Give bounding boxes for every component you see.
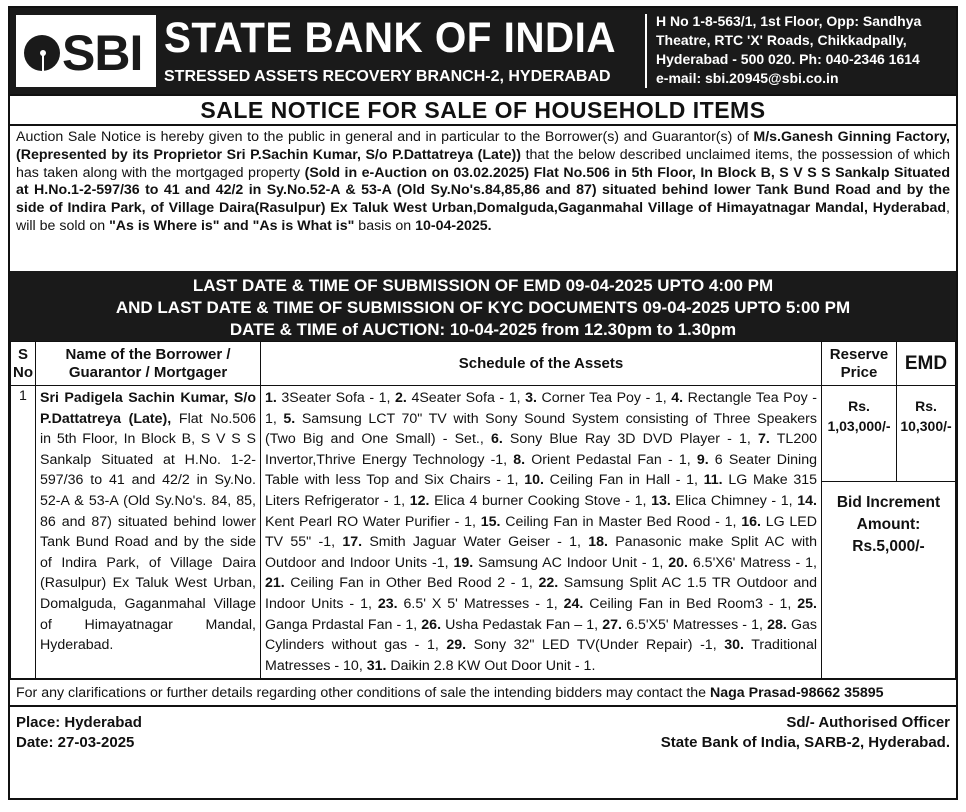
item-number: 10. <box>524 472 544 489</box>
item-number: 4. <box>671 390 684 406</box>
item-number: 13. <box>651 492 671 509</box>
notice-title: SALE NOTICE FOR SALE OF HOUSEHOLD ITEMS <box>10 94 956 126</box>
item-number: 3. <box>525 390 537 406</box>
item-text: Usha Pedastak Fan – 1, <box>441 616 603 633</box>
item-text: Orient Pedastal Fan - 1, <box>525 451 697 468</box>
header <box>10 8 956 94</box>
item-text: 6.5' X 5' Matresses - 1, <box>397 595 564 612</box>
item-text: 6.5'X6' Matress - 1, <box>687 554 817 571</box>
logo-text: SBI <box>62 25 143 81</box>
sale-notice <box>8 6 958 800</box>
item-number: 7. <box>758 431 770 448</box>
item-text: Traditional Matresses - 10, <box>265 637 817 674</box>
item-text: Rectangle Tea Poy - 1, <box>265 390 817 427</box>
intro-text: , will be sold on <box>16 200 950 234</box>
bid-increment: Bid Increment Amount: Rs.5,000/- <box>822 482 956 679</box>
date: Date: 27-03-2025 <box>16 734 135 752</box>
emd-amount: Rs. 10,300/- <box>897 386 956 482</box>
item-number: 12. <box>409 492 430 509</box>
item-number: 16. <box>741 513 761 530</box>
emd-deadline: LAST DATE & TIME OF SUBMISSION OF EMD 09-04-2025 UPTO 4:00 PM <box>192 276 774 295</box>
item-text: Ganga Prdastal Fan - 1, <box>265 616 422 633</box>
item-number: 25. <box>797 595 817 612</box>
item-text: Panasonic make Split AC with Outdoor and Indoor Units -1, <box>265 534 817 571</box>
contact-text: For any clarifications or further details regarding other conditions of sale the intending bidders may contact the <box>16 685 710 702</box>
item-text: Ceiling Fan in Other Bed Rood 2 - 1, <box>284 575 539 592</box>
item-text: Ceiling Fan in Master Bed Rood - 1, <box>500 513 742 530</box>
header-name: Name of the Borrower / Guarantor / Mortgager <box>36 342 261 386</box>
table-row <box>11 386 956 482</box>
signatory: Sd/- Authorised Officer <box>786 714 950 732</box>
email-line: e-mail: sbi.20945@sbi.co.in <box>656 70 839 86</box>
footer-right <box>661 713 950 753</box>
item-number: 26. <box>421 616 442 633</box>
intro-date: 10-04-2025. <box>415 217 492 234</box>
borrower-name: Sri Padigela Sachin Kumar, S/o P.Dattatreya (Late), <box>40 390 256 427</box>
item-number: 17. <box>342 534 363 551</box>
item-text: LG Make 315 Liters Refrigerator - 1, <box>265 472 818 509</box>
item-text: Samsung LCT 70" TV with Sony Sound System consisting of Three Speakers (Two Big and One Small) - Set., <box>265 410 817 448</box>
sbi-keyhole-icon <box>24 35 60 71</box>
footer <box>10 705 956 763</box>
contact-person: Naga Prasad-98662 35895 <box>710 685 884 702</box>
item-text: 6.5'X5' Matresses - 1, <box>621 616 768 633</box>
item-text: Ceiling Fan in Bed Room3 - 1, <box>583 595 798 612</box>
item-text: 6 Seater Dining Table with less Top and Six Chairs - 1, <box>265 451 817 489</box>
item-text: Smith Jaguar Water Geiser - 1, <box>362 534 589 551</box>
item-text: Corner Tea Poy - 1, <box>536 390 672 406</box>
item-text: 4Seater Sofa - 1, <box>406 390 526 406</box>
item-text: Gas Cylinders without gas - 1, <box>265 616 817 654</box>
branch-address <box>656 12 956 88</box>
reserve-price: Rs. 1,03,000/- <box>822 386 897 482</box>
intro-text: Auction Sale Notice is hereby given to the public in general and in particular to the Borrower(s) and Guarantor(s) of <box>16 129 754 145</box>
item-text: Samsung Split AC 1.5 TR Outdoor and Indoor Units - 1, <box>265 575 817 612</box>
row-schedule <box>261 386 822 679</box>
item-text: Samsung AC Indoor Unit - 1, <box>473 554 669 571</box>
item-text: Elica 4 burner Cooking Stove - 1, <box>429 492 652 509</box>
place: Place: Hyderabad <box>16 714 142 732</box>
intro-basis: "As is Where is" and "As is What is" <box>109 217 355 234</box>
item-number: 15. <box>480 513 501 530</box>
address-line: Theatre, RTC 'X' Roads, Chikkadpally, <box>656 32 907 48</box>
kyc-deadline: AND LAST DATE & TIME OF SUBMISSION OF KYC DOCUMENTS 09-04-2025 UPTO 5:00 PM <box>115 298 851 317</box>
item-text: 3Seater Sofa - 1, <box>276 390 396 406</box>
borrower-property: Flat No.506 in 5th Floor, In Block B, S V S S Sankalp Situated at H.No. 1-2-597/36 to 41 and 42/2 in Sy.No. 52-A & 53-A (Old Sy.No's. 84, 85, 86 and 87) situated behind lower Tank Bund Road and by the side of Indira Park, of Village Daira (Rasulpur) Ex Taluk West Urban, Domalguda, Gaganmahal Village of Himayatnagar Mandal, Hyderabad. <box>40 410 256 654</box>
bank-name: STATE BANK OF INDIA <box>164 14 617 62</box>
item-number: 30. <box>724 637 744 654</box>
item-number: 31. <box>366 657 387 674</box>
footer-left <box>16 713 142 753</box>
item-number: 8. <box>513 451 526 468</box>
assets-table <box>10 341 956 679</box>
intro-text: basis on <box>354 217 416 234</box>
item-number: 19. <box>453 554 474 571</box>
item-number: 6. <box>490 431 503 448</box>
item-number: 14. <box>797 492 817 509</box>
item-text: Daikin 2.8 KW Out Door Unit - 1. <box>386 657 596 674</box>
header-divider <box>645 14 647 88</box>
item-number: 27. <box>602 616 622 633</box>
branch-name: STRESSED ASSETS RECOVERY BRANCH-2, HYDERABAD <box>164 68 611 85</box>
item-text: Kent Pearl RO Water Purifier - 1, <box>265 513 481 530</box>
auction-datetime: DATE & TIME of AUCTION: 10-04-2025 from 12.30pm to 1.30pm <box>229 320 737 339</box>
item-text: Sony 32" LED TV(Under Repair) -1, <box>466 637 725 654</box>
intro-property: (Sold in e-Auction on 03.02.2025) Flat No.506 in 5th Floor, In Block B, S V S S Sankalp Situated at H.No.1-2-597/36 to 41 and 42/2 in Sy.No.52-A & 53-A (Old Sy.No's.84,85,86 and 87) situated behind lower Tank Bund Road and by the side of Indira Park, of Village Daira(Rasulpur) Ex Taluk West Urban,Domalguda,Gaganmahal Village of Himayatnagar Mandal, Hyderabad <box>16 164 950 217</box>
item-number: 9. <box>696 451 709 468</box>
header-reserve-price: Reserve Price <box>822 342 897 386</box>
item-number: 11. <box>703 472 723 489</box>
item-number: 21. <box>265 575 285 592</box>
item-text: TL200 Invertor,Thrive Energy Technology -1, <box>265 431 817 468</box>
item-number: 5. <box>283 410 296 427</box>
item-number: 29. <box>446 637 467 654</box>
dates-banner <box>10 271 956 341</box>
address-line: Hyderabad - 500 020. Ph: 040-2346 1614 <box>656 51 920 67</box>
item-number: 22. <box>538 575 559 592</box>
item-number: 24. <box>563 595 584 612</box>
row-borrower <box>36 386 261 679</box>
row-sno: 1 <box>11 386 36 679</box>
intro-paragraph <box>10 126 956 271</box>
item-number: 18. <box>588 534 608 551</box>
item-number: 20. <box>668 554 688 571</box>
item-number: 1. <box>265 390 277 406</box>
header-emd: EMD <box>897 342 956 386</box>
address-line: H No 1-8-563/1, 1st Floor, Opp: Sandhya <box>656 13 922 29</box>
item-number: 2. <box>395 390 407 406</box>
item-text: Ceiling Fan in Hall - 1, <box>543 472 704 489</box>
item-number: 28. <box>767 616 787 633</box>
sbi-logo <box>16 15 156 87</box>
intro-borrower: M/s.Ganesh Ginning Factory, (Represented by its Proprietor Sri P.Sachin Kumar, S/o P.Dattatreya (Late)) <box>16 129 950 163</box>
item-text: LG LED TV 55" -1, <box>265 513 817 551</box>
item-text: Sony Blue Ray 3D DVD Player - 1, <box>502 431 759 448</box>
header-sno: S No <box>11 342 36 386</box>
header-schedule: Schedule of the Assets <box>261 342 822 386</box>
contact-line <box>10 679 956 705</box>
signatory-org: State Bank of India, SARB-2, Hyderabad. <box>660 734 950 752</box>
intro-text: that the below described unclaimed items, the possession of which has taken along with the mortgaged property <box>16 146 950 181</box>
item-text: Elica Chimney - 1, <box>670 492 798 509</box>
table-header-row <box>11 342 956 386</box>
item-number: 23. <box>377 595 398 612</box>
